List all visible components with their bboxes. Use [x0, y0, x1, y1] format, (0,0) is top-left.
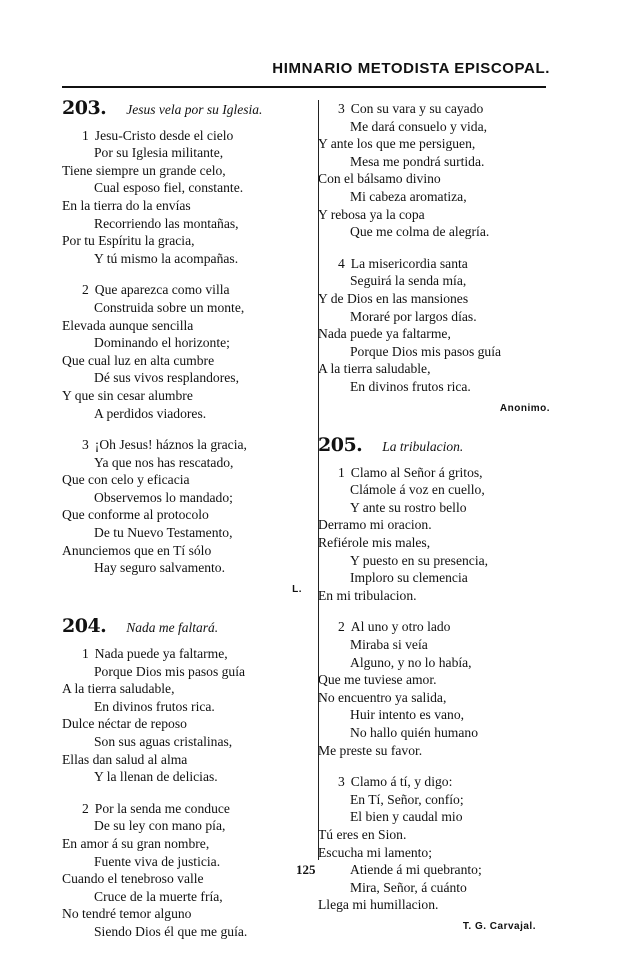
verse-line: 2 Al uno y otro lado: [338, 619, 451, 635]
verse-line: 3 Clamo á tí, y digo:: [338, 774, 453, 790]
hymn-203-heading: [62, 97, 302, 119]
verse-line: Y puesto en su presencia,: [350, 552, 489, 568]
stanza-number: 2: [338, 619, 345, 635]
verse-line: Ellas dan salud al alma: [62, 751, 188, 767]
verse-line: Elevada aunque sencilla: [62, 317, 194, 333]
stanza-number: 3: [338, 101, 345, 116]
verse-line: Cuando el tenebroso valle: [62, 871, 204, 887]
verse-line: 1 Clamo al Señor á gritos,: [338, 464, 483, 480]
hymn-204-heading: [62, 615, 302, 638]
verse-line: Mi cabeza aromatiza,: [350, 188, 467, 204]
hymn-author: L.: [292, 583, 302, 595]
stanza: [318, 773, 550, 914]
verse-line: 3 Con su vara y su cayado: [338, 101, 484, 116]
hymn-title: La tribulacion.: [382, 439, 464, 455]
verse-line: 2 Que aparezca como villa: [82, 282, 230, 298]
stanza: [318, 100, 550, 241]
verse-line: 1 Jesu-Cristo desde el cielo: [82, 127, 234, 143]
verse-line: Derramo mi oracion.: [318, 517, 432, 533]
verse-line: Recorriendo las montañas,: [94, 215, 239, 231]
verse-line: A perdidos viadores.: [94, 405, 207, 421]
verse-line: Dominando el horizonte;: [94, 335, 230, 351]
verse-line: 2 Por la senda me conduce: [82, 800, 230, 816]
verse-line: En la tierra do la envías: [62, 197, 191, 213]
verse-line: Observemos lo mandado;: [94, 489, 233, 505]
verse-line: Dulce néctar de reposo: [62, 716, 187, 732]
verse-line: Son sus aguas cristalinas,: [94, 734, 233, 749]
verse-line: Escucha mi lamento;: [318, 844, 433, 860]
verse-line: Clámole á voz en cuello,: [350, 482, 485, 498]
verse-line: No tendré temor alguno: [62, 906, 192, 922]
verse-line: Ya que nos has rescatado,: [94, 454, 234, 470]
verse-line: Huir intento es vano,: [350, 707, 465, 723]
verse-line: Mesa me pondrá surtida.: [350, 153, 485, 169]
hymn-number: 205.: [318, 434, 363, 457]
verse-line: Hay seguro salvamento.: [94, 560, 225, 576]
stanza-number: 1: [82, 127, 89, 143]
hymn-number: 204.: [62, 615, 107, 638]
running-title: HIMNARIO METODISTA EPISCOPAL.: [272, 60, 550, 77]
verse-line: Que conforme al protocolo: [62, 507, 209, 523]
stanza: [62, 436, 302, 577]
verse-line: Tiene siempre un grande celo,: [62, 162, 226, 178]
stanza: [62, 800, 302, 941]
hymn-205-heading: [318, 434, 550, 457]
stanza: [62, 281, 302, 422]
verse-line: Seguirá la senda mía,: [350, 273, 467, 289]
verse-line: Y tú mismo la acompañas.: [94, 250, 239, 266]
verse-line: Que con celo y eficacia: [62, 472, 190, 488]
verse-line: A la tierra saludable,: [62, 681, 175, 697]
page-number: 125: [296, 862, 316, 877]
verse-line: En Tí, Señor, confío;: [350, 791, 464, 807]
verse-line: A la tierra saludable,: [318, 361, 431, 377]
verse-line: Atiende á mi quebranto;: [350, 862, 482, 878]
verse-line: En divinos frutos rica.: [350, 378, 471, 394]
verse-line: Anunciemos que en Tí sólo: [62, 542, 212, 558]
verse-line: De tu Nuevo Testamento,: [94, 525, 233, 541]
verse-line: Con el bálsamo divino: [318, 171, 441, 187]
verse-line: Moraré por largos días.: [350, 308, 477, 324]
verse-line: Porque Dios mis pasos guía: [94, 663, 246, 679]
verse-line: Mira, Señor, á cuánto: [350, 879, 467, 895]
verse-line: Porque Dios mis pasos guía: [350, 343, 502, 359]
verse-line: Y ante su rostro bello: [350, 499, 467, 515]
left-column: [62, 97, 302, 955]
stanza-number: 2: [82, 282, 89, 298]
verse-line: De su ley con mano pía,: [94, 818, 226, 834]
stanza: [62, 127, 302, 268]
stanza-number: 3: [82, 437, 89, 453]
verse-line: Alguno, y no lo había,: [350, 654, 472, 670]
verse-line: Siendo Dios él que me guía.: [94, 923, 248, 939]
stanza-number: 3: [338, 774, 345, 790]
stanza: [318, 464, 550, 605]
verse-line: No encuentro ya salida,: [318, 689, 447, 705]
verse-line: Me dará consuelo y vida,: [350, 118, 488, 134]
stanza-number: 1: [338, 464, 345, 480]
stanza: [62, 645, 302, 786]
stanza: [318, 618, 550, 759]
verse-line: El bien y caudal mio: [350, 809, 463, 825]
stanza: [318, 255, 550, 396]
verse-line: Cruce de la muerte fría,: [94, 888, 223, 904]
verse-line: En divinos frutos rica.: [94, 698, 215, 714]
verse-line: Nada puede ya faltarme,: [318, 326, 451, 342]
verse-line: Tú eres en Sion.: [318, 826, 407, 842]
verse-line: Que me tuviese amor.: [318, 672, 437, 688]
verse-line: Me preste su favor.: [318, 742, 423, 758]
verse-line: 3 ¡Oh Jesus! háznos la gracia,: [82, 437, 247, 453]
header-rule: [62, 86, 546, 88]
verse-line: Miraba si veía: [350, 637, 428, 653]
verse-line: Y ante los que me persiguen,: [318, 136, 476, 152]
verse-line: Imploro su clemencia: [350, 570, 468, 586]
hymn-number: 203.: [62, 97, 107, 119]
verse-line: Y que sin cesar alumbre: [62, 387, 193, 403]
verse-line: Y rebosa ya la copa: [318, 206, 425, 222]
verse-line: En mi tribulacion.: [318, 587, 417, 603]
verse-line: No hallo quién humano: [350, 725, 478, 740]
verse-line: Que cual luz en alta cumbre: [62, 352, 215, 368]
verse-line: 4 La misericordia santa: [338, 255, 468, 271]
verse-line: Por su Iglesia militante,: [94, 145, 224, 161]
hymn-title: Jesus vela por su Iglesia.: [126, 102, 263, 117]
hymn-author: T. G. Carvajal.: [462, 920, 536, 932]
verse-line: Dé sus vivos resplandores,: [94, 370, 239, 386]
stanza-number: 2: [82, 800, 89, 816]
verse-line: 1 Nada puede ya faltarme,: [82, 646, 228, 662]
stanza-number: 4: [338, 255, 345, 271]
verse-line: Construida sobre un monte,: [94, 299, 245, 315]
verse-line: En amor á su gran nombre,: [62, 835, 210, 851]
right-column: [318, 100, 550, 956]
verse-line: Y de Dios en las mansiones: [318, 290, 469, 306]
stanza-number: 1: [82, 646, 89, 662]
verse-line: Refiérole mis males,: [318, 535, 431, 551]
verse-line: Que me colma de alegría.: [350, 224, 490, 240]
verse-line: Y la llenan de delicias.: [94, 769, 218, 785]
verse-line: Llega mi humillacion.: [318, 897, 439, 913]
hymn-author: Anonimo.: [499, 402, 550, 414]
verse-line: Por tu Espíritu la gracia,: [62, 233, 195, 249]
verse-line: Cual esposo fiel, constante.: [94, 180, 244, 196]
verse-line: Fuente viva de justicia.: [94, 853, 221, 869]
hymn-title: Nada me faltará.: [126, 620, 219, 636]
